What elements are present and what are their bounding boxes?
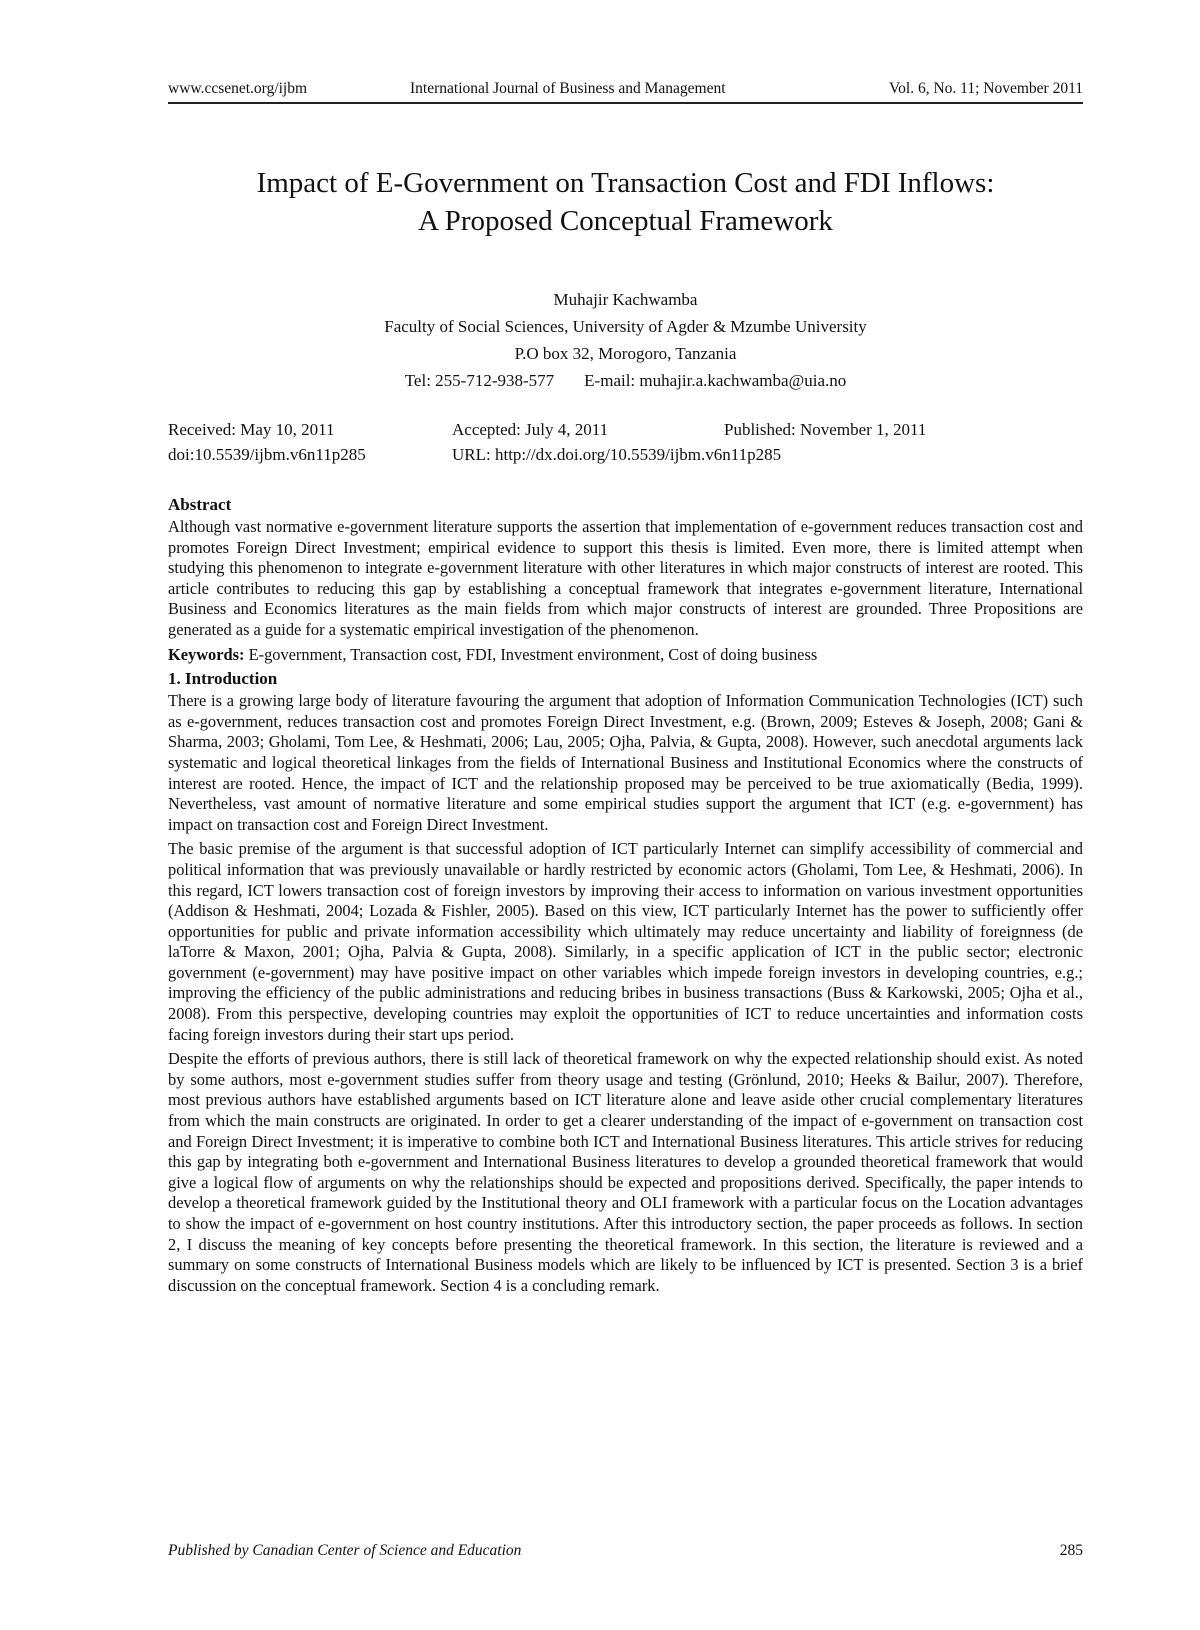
keywords-label: Keywords: [168,644,245,664]
abstract-heading: Abstract [168,495,232,514]
author-email: E-mail: muhajir.a.kachwamba@uia.no [584,371,847,390]
publisher-credit: Published by Canadian Center of Science and Education [168,1542,522,1559]
running-header [168,80,1083,104]
paper-title [168,164,1083,240]
published-date: Published: November 1, 2011 [724,420,927,439]
received-date: Received: May 10, 2011 [168,420,335,439]
author-affiliation: Faculty of Social Sciences, University of Agder & Mzumbe University [384,317,867,336]
author-block [168,286,1083,394]
author-tel: Tel: 255-712-938-577 [404,371,555,390]
introduction-heading: 1. Introduction [168,669,278,689]
keywords-text: E-government, Transaction cost, FDI, Investment environment, Cost of doing business [248,644,818,664]
contact-line [168,367,1083,394]
volume-issue: Vol. 6, No. 11; November 2011 [888,80,1083,97]
journal-name: International Journal of Business and Management [410,80,726,97]
doi: doi:10.5539/ijbm.v6n11p285 [168,445,366,464]
identifiers-row [168,442,1083,467]
dates-row [168,417,1083,442]
article-metadata [168,417,1083,467]
article-url: URL: http://dx.doi.org/10.5539/ijbm.v6n11p285 [452,445,782,464]
keywords [168,645,1083,666]
accepted-date: Accepted: July 4, 2011 [452,420,609,439]
intro-paragraph-2: The basic premise of the argument is that successful adoption of ICT particularly Internet can simplify accessibility of commercial and political information that was previously unavailable or hardly restricted by economic actors (Gholami, Tom Lee, & Heshmati, 2006). In this regard, ICT lowers transaction cost of foreign investors by improving their access to information on various investment opportunities (Addison & Heshmati, 2004; Lozada & Fishler, 2005). Based on this view, ICT particularly Internet has the power to sufficiently offer opportunities for public and private information accessibility which ultimately may reduce uncertainty and liability of foreignness (de laTorre & Maxon, 2001; Ojha, Palvia & Gupta, 2008). Similarly, in a specific application of ICT in the public sector; electronic government (e-government) may have positive impact on other variables which impede foreign investors in developing countries, e.g.; improving the efficiency of the public administrations and reducing bribes in business transactions (Buss & Karkowski, 2005; Ojha et al., 2008). From this perspective, developing countries may exploit the opportunities of ICT to reduce uncertainties and information costs facing foreign investors during their start ups period. [168,839,1083,1044]
article-body [168,493,1083,1300]
page-number: 285 [1059,1542,1083,1559]
author-name: Muhajir Kachwamba [553,290,698,309]
intro-paragraph-3: Despite the efforts of previous authors, there is still lack of theoretical framework on why the expected relationship should exist. As noted by some authors, most e-government studies suffer from theory usage and testing (Grönlund, 2010; Heeks & Bailur, 2007). Therefore, most previous authors have established arguments based on ICT literature alone and leave aside other crucial complementary literatures from which the main constructs are originated. In order to get a clearer understanding of the impact of e-government on transaction cost and Foreign Direct Investment; it is imperative to combine both ICT and International Business literatures. This article strives for reducing this gap by integrating both e-government and International Business literatures to develop a grounded theoretical framework that would give a logical flow of arguments on why the relationships should be expected and propositions derived. Specifically, the paper intends to develop a theoretical framework guided by the Institutional theory and OLI framework with a particular focus on the Location advantages to show the impact of e-government on host country institutions. After this introductory section, the paper proceeds as follows. In section 2, I discuss the meaning of key concepts before presenting the theoretical framework. In this section, the literature is reviewed and a summary on some constructs of International Business models which are likely to be influenced by ICT is presented. Section 3 is a brief discussion on the conceptual framework. Section 4 is a concluding remark. [168,1049,1083,1295]
abstract-text: Although vast normative e-government literature supports the assertion that implementation of e-government reduces transaction cost and promotes Foreign Direct Investment; empirical evidence to support this thesis is limited. Even more, there is limited attempt when studying this phenomenon to integrate e-government literature with other literatures in which major constructs of interest are rooted. This article contributes to reducing this gap by establishing a conceptual framework that integrates e-government literature, International Business and Economics literatures as the main fields from which major constructs of interest are grounded. Three Propositions are generated as a guide for a systematic empirical investigation of the phenomenon. [168,517,1083,639]
author-address: P.O box 32, Morogoro, Tanzania [514,344,737,363]
title-line-2: A Proposed Conceptual Framework [418,205,833,237]
title-line-1: Impact of E-Government on Transaction Cost and FDI Inflows: [256,167,995,199]
intro-paragraph-1: There is a growing large body of literature favouring the argument that adoption of Information Communication Technologies (ICT) such as e-government, reduces transaction cost and promotes Foreign Direct Investment, e.g. (Brown, 2009; Esteves & Joseph, 2008; Gani & Sharma, 2003; Gholami, Tom Lee, & Heshmati, 2006; Lau, 2005; Ojha, Palvia, & Gupta, 2008). However, such anecdotal arguments lack systematic and logical theoretical linkages from the fields of International Business and Institutional Economics where the constructs of interest are rooted. Hence, the impact of ICT and the relationship proposed may be perceived to be true axiomatically (Bedia, 1999). Nevertheless, vast amount of normative literature and some empirical studies support the argument that ICT (e.g. e-government) has impact on transaction cost and Foreign Direct Investment. [168,691,1083,834]
journal-website: www.ccsenet.org/ijbm [168,80,308,97]
